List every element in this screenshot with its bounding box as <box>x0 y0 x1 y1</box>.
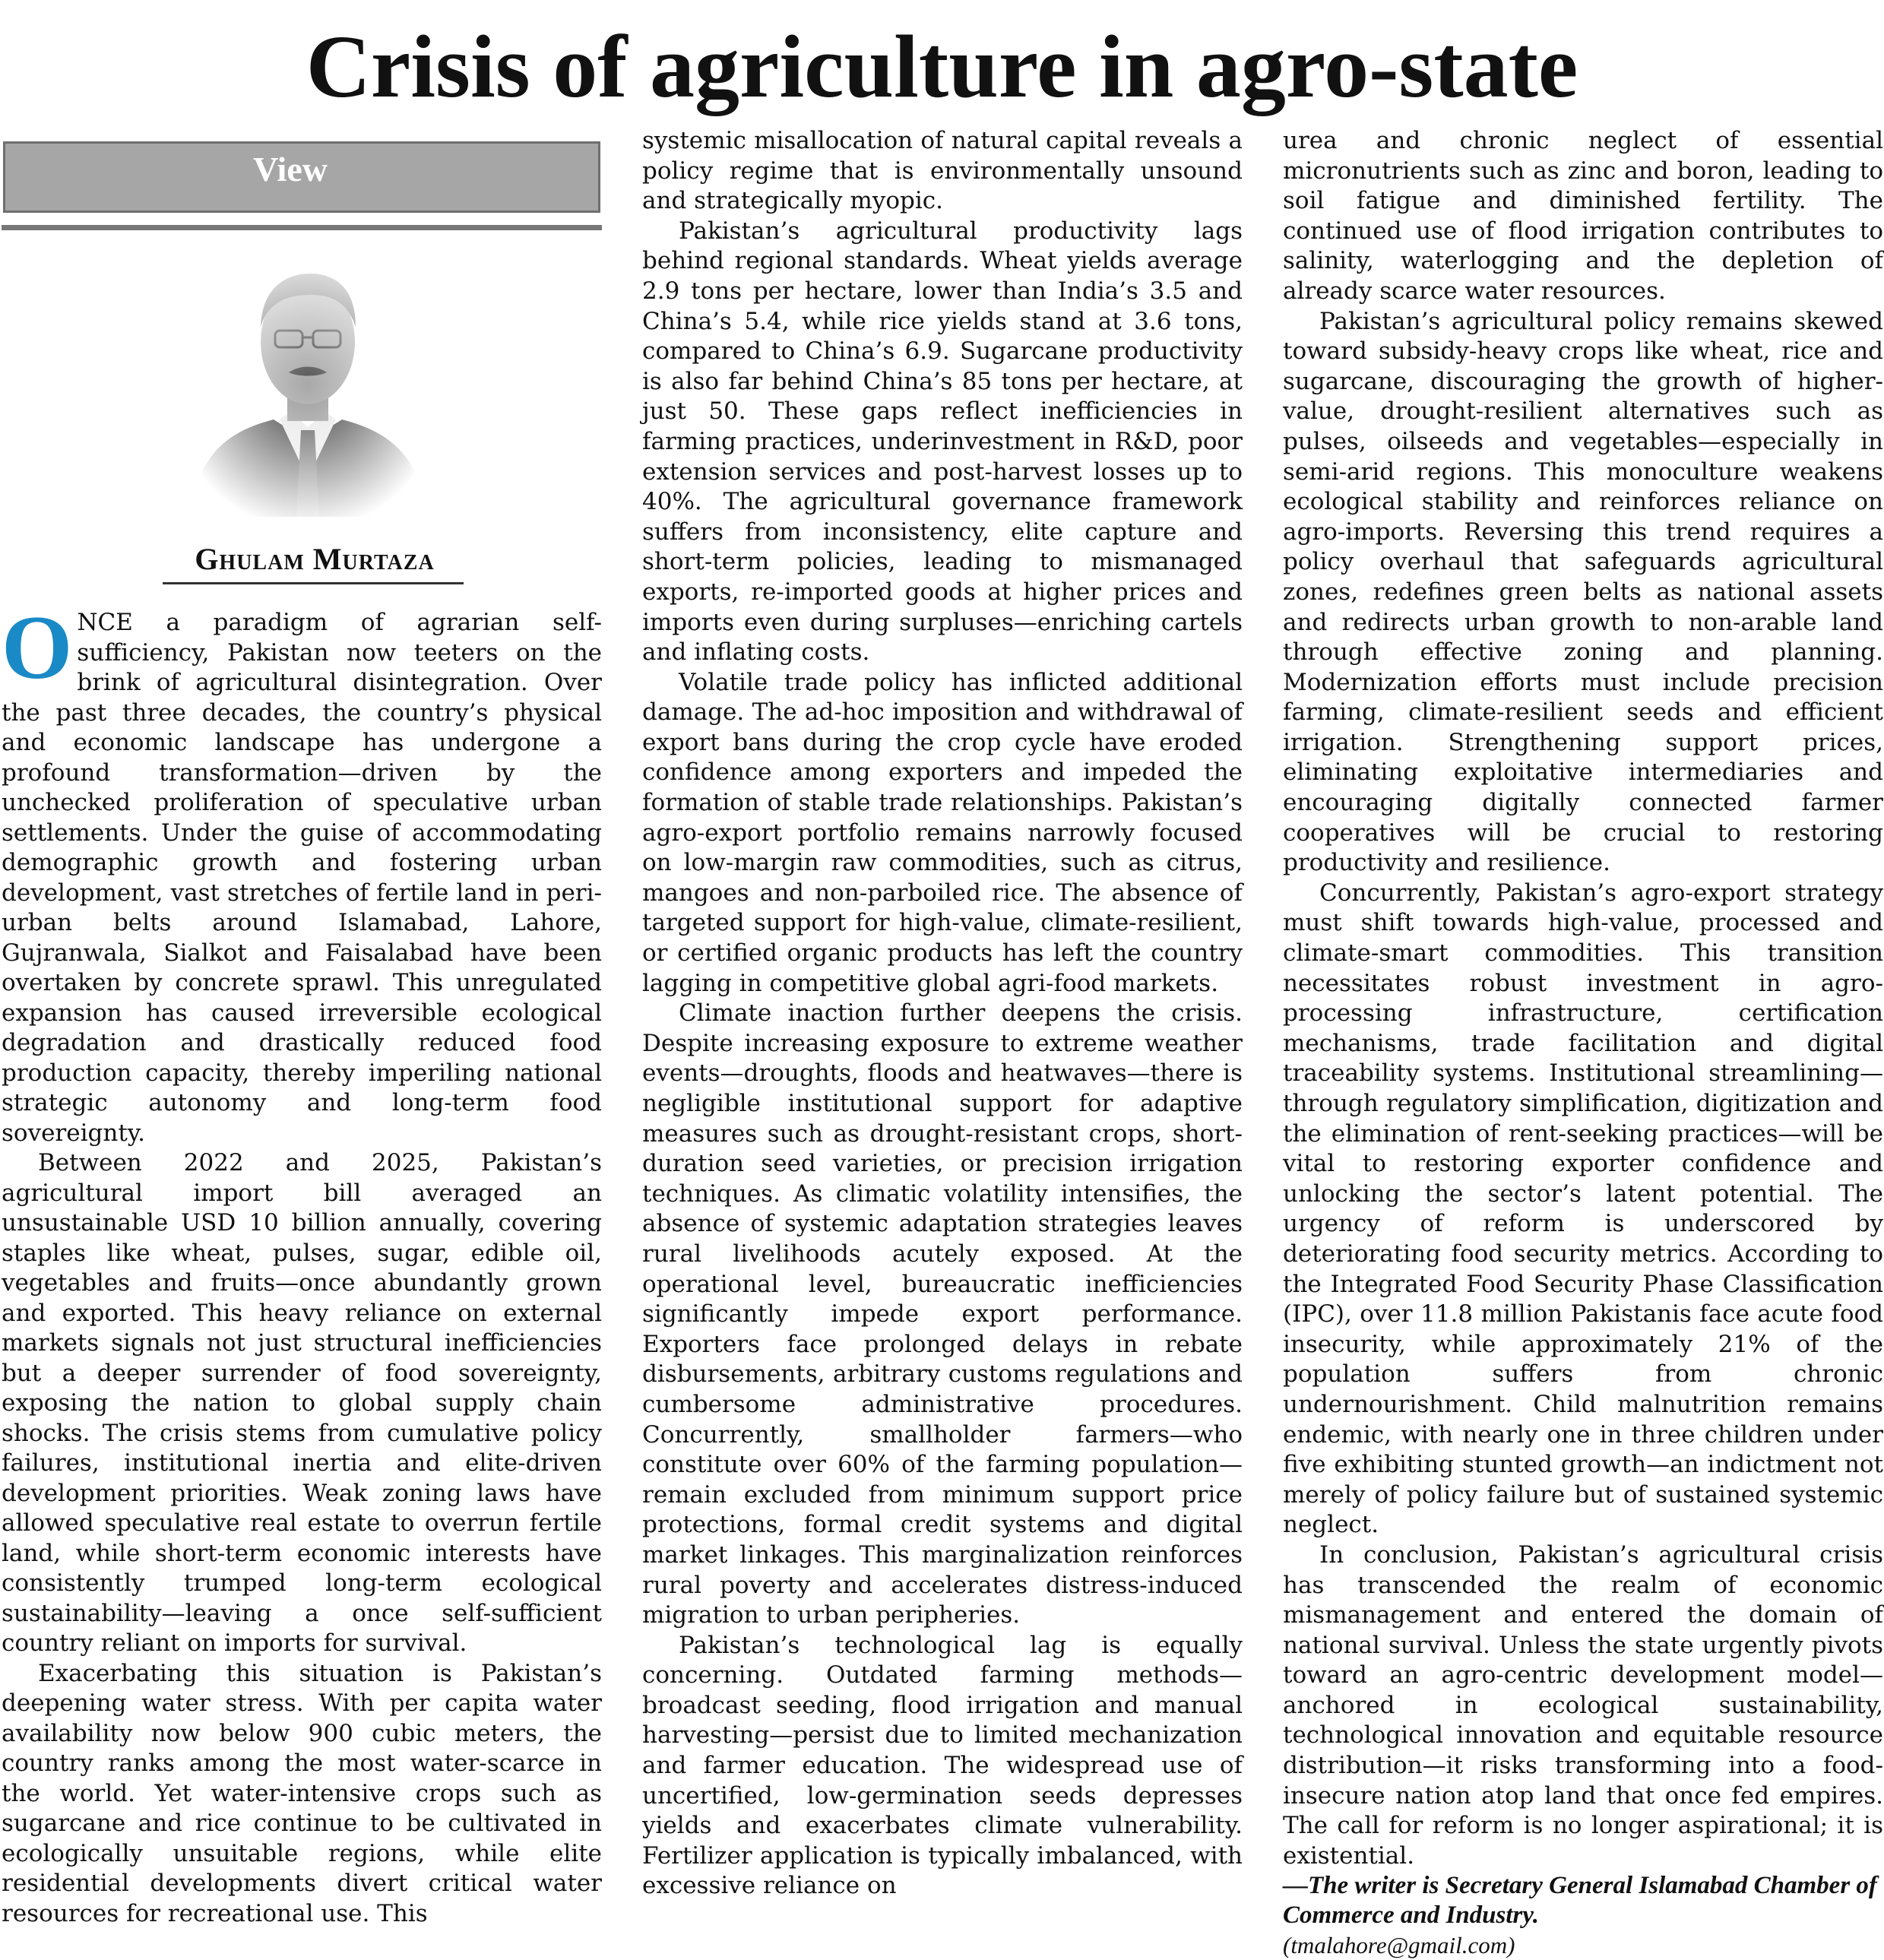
section-label-box <box>3 141 600 213</box>
column-2 <box>642 126 1243 1901</box>
paragraph: Pakistan’s agricultural policy remains skewed toward subsidy-heavy crops like wheat, rice and sugarcane, discouraging the growth of higher-value, drought-resilient alternatives such as pulses, oilseeds and vegetables—especially in semi-arid regions. This monoculture weakens ecological stability and reinforces reliance on agro-imports. Reversing this trend requires a policy overhaul that safeguards agricultural zones, redefines green belts as national assets and redirects urban growth to non-arable land through effective zoning and planning. Modernization efforts must include precision farming, climate-resilient seeds and efficient irrigation. Strengthening support prices, eliminating exploitative intermediaries and encouraging digitally connected farmer cooperatives will be crucial to restoring productivity and resilience. <box>1283 307 1883 877</box>
paragraph: Between 2022 and 2025, Pakistan’s agricultural import bill averaged an unsustainable USD 10 billion annually, covering staples like wheat, pulses, sugar, edible oil, vegetables and fruits—once abundantly grown and exported. This heavy reliance on external markets signals not just structural inefficiencies but a deeper surrender of food sovereignty, exposing the nation to global supply chain shocks. The crisis stems from cumulative policy failures, institutional inertia and elite-driven development priorities. Weak zoning laws have allowed speculative real estate to overrun fertile land, while short-term economic interests have consistently trumped long-term ecological sustainability—leaving a once self-sufficient country reliant on imports for survival. <box>2 1149 602 1657</box>
author-note: —The writer is Secretary General Islamabad Chamber of Commerce and Industry. <box>1283 1872 1877 1930</box>
author-byline: Ghulam Murtaza <box>195 542 435 576</box>
paragraph: Pakistan’s technological lag is equally concerning. Outdated farming methods—broadcast seeding, flood irrigation and manual harvesting—persist due to limited mechanization and farmer education. The widespread use of uncertified, low-germination seeds depresses yields and exacerbates climate vulnerability. Fertilizer application is typically imbalanced, with excessive reliance on <box>642 1631 1243 1900</box>
section-label: View <box>253 149 328 188</box>
author-photo <box>182 251 433 517</box>
paragraph: systemic misallocation of natural capital reveals a policy regime that is environmentally unsound and strategically myopic. <box>642 127 1243 215</box>
byline-underline <box>163 582 464 584</box>
drop-cap: O <box>2 597 73 698</box>
paragraph: Climate inaction further deepens the crisis. Despite increasing exposure to extreme weather events—droughts, floods and heatwaves—there is negligible institutional support for adaptive measures such as drought-resistant crops, short-duration seed varieties, or precision irrigation techniques. As climatic volatility intensifies, the absence of systemic adaptation strategies leaves rural livelihoods acutely exposed. At the operational level, bureaucratic inefficiencies significantly impede export performance. Exporters face prolonged delays in rebate disbursements, arbitrary customs regulations and cumbersome administrative procedures. Concurrently, smallholder farmers—who constitute over 60% of the farming population—remain excluded from minimum support price protections, formal credit systems and digital market linkages. This marginalization reinforces rural poverty and accelerates distress-induced migration to urban peripheries. <box>642 999 1243 1629</box>
author-email: (tmalahore@gmail.com) <box>1283 1932 1515 1959</box>
section-divider <box>2 225 602 230</box>
paragraph: Volatile trade policy has inflicted additional damage. The ad-hoc imposition and withdrawal of export bans during the crop cycle have eroded confidence among exporters and impeded the formation of stable trade relationships. Pakistan’s agro-export portfolio remains narrowly focused on low-margin raw commodities, such as citrus, mangoes and non-parboiled rice. The absence of targeted support for high-value, climate-resilient, or certified organic products has left the country lagging in competitive global agri-food markets. <box>642 668 1243 997</box>
headline: Crisis of agriculture in agro-state <box>306 17 1578 116</box>
column-3 <box>1283 126 1883 1960</box>
paragraph: Concurrently, Pakistan’s agro-export strategy must shift towards high-value, processed and climate-smart commodities. This transition necessitates robust investment in agro-processing infrastructure, certification mechanisms, trade facilitation and digital traceability systems. Institutional streamlining—through regulatory simplification, digitization and the elimination of rent-seeking practices—will be vital to restoring exporter confidence and unlocking the sector’s latent potential. The urgency of reform is underscored by deteriorating food security metrics. According to the Integrated Food Security Phase Classification (IPC), over 11.8 million Pakistanis face acute food insecurity, while approximately 21% of the population suffers from chronic undernourishment. Child malnutrition remains endemic, with nearly one in three children under five exhibiting stunted growth—an indictment not merely of policy failure but of sustained systemic neglect. <box>1283 879 1883 1539</box>
column-1 <box>2 597 602 1929</box>
paragraph: Pakistan’s agricultural productivity lags behind regional standards. Wheat yields average 2.9 tons per hectare, lower than India’s 3.5 and China’s 5.4, while rice yields stand at 3.6 tons, compared to China’s 6.9. Sugarcane productivity is also far behind China’s 85 tons per hectare, at just 50. These gaps reflect inefficiencies in farming practices, underinvestment in R&D, poor extension services and post-harvest losses up to 40%. The agricultural governance framework suffers from inconsistency, elite capture and short-term policies, leading to mismanaged exports, re-imported goods at higher prices and imports even during surpluses—enriching cartels and inflating costs. <box>642 217 1243 667</box>
paragraph <box>2 597 602 1148</box>
paragraph: urea and chronic neglect of essential micronutrients such as zinc and boron, leading to soil fatigue and diminished fertility. The continued use of flood irrigation contributes to salinity, waterlogging and the depletion of already scarce water resources. <box>1283 127 1883 305</box>
paragraph: In conclusion, Pakistan’s agricultural crisis has transcended the realm of economic mismanagement and entered the domain of national survival. Unless the state urgently pivots toward an agro-centric development model—anchored in ecological sustainability, technological innovation and equitable resource distribution—it risks transforming into a food-insecure nation atop land that once fed empires. The call for reform is no longer aspirational; it is existential. <box>1283 1540 1883 1870</box>
paragraph-text: NCE a paradigm of agrarian self-sufficiency, Pakistan now teeters on the brink of agricultural disintegration. Over the past three decades, the country’s physical and economic landscape has undergone a profound transformation—driven by the unchecked proliferation of speculative urban settlements. Under the guise of accommodating demographic growth and fostering urban development, vast stretches of fertile land in peri-urban belts around Islamabad, Lahore, Gujranwala, Sialkot and Faisalabad have been overtaken by concrete sprawl. This unregulated expansion has caused irreversible ecological degradation and drastically reduced food production capacity, thereby imperiling national strategic autonomy and long-term food sovereignty. <box>2 609 602 1147</box>
paragraph: Exacerbating this situation is Pakistan’s deepening water stress. With per capita water availability now below 900 cubic meters, the country ranks among the most water-scarce in the world. Yet water-intensive crops such as sugarcane and rice continue to be cultivated in ecologically unsuitable regions, while elite residential developments divert critical water resources for recreational use. This <box>2 1659 602 1927</box>
